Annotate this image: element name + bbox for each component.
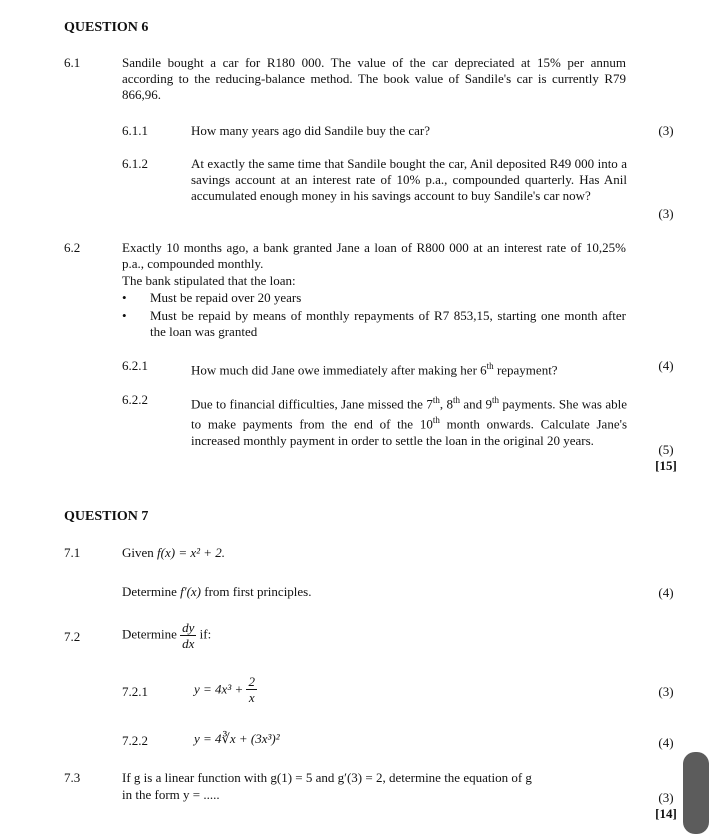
q6-2-1-marks: (4) xyxy=(658,358,674,373)
q6-2-1-number: 6.2.1 xyxy=(122,358,148,373)
q6-total-marks: [15] xyxy=(655,458,677,473)
q6-2-stipulated: The bank stipulated that the loan: xyxy=(122,273,296,288)
q7-3-line-1: If g is a linear function with g(1) = 5 and g′(3) = 2, determine the equation of g xyxy=(122,770,532,785)
q7-2-1-marks: (3) xyxy=(658,684,674,699)
q6-2-number: 6.2 xyxy=(64,240,81,255)
q7-total-marks: [14] xyxy=(655,806,677,821)
two-over-x-fraction: $\frac{2}{x}$ xyxy=(248,674,255,705)
q7-2-number: 7.2 xyxy=(64,629,81,644)
scrollbar-thumb[interactable] xyxy=(683,752,709,834)
q6-2-2-number: 6.2.2 xyxy=(122,392,148,407)
q6-1-1-number: 6.1.1 xyxy=(122,123,148,138)
q6-1-text: Sandile bought a car for R180 000. The value of the car depreciated at 15% per annum according to the reducing-balance method. The book value of Sandile's car is currently R79 866,96. xyxy=(122,55,626,102)
q7-1-number: 7.1 xyxy=(64,545,81,560)
q7-2-2-number: 7.2.2 xyxy=(122,733,148,748)
q6-2-bullet-1: Must be repaid over 20 years xyxy=(150,290,302,305)
dy-dx-fraction: $\frac{dy}{dx}$ xyxy=(182,620,195,651)
q7-1-determine: Determine f′(x) from first principles. xyxy=(122,584,312,599)
q6-2-bullet-2: Must be repaid by means of monthly repayments of R7 853,15, starting one month after the loan was granted xyxy=(150,308,626,339)
q6-1-1-text: How many years ago did Sandile buy the car? xyxy=(191,123,430,138)
q6-2-2-marks: (5) xyxy=(658,442,674,457)
q6-1-2-text: At exactly the same time that Sandile bought the car, Anil deposited R49 000 into a savings account at an interest rate of 10% p.a., compounded quarterly. Has Anil accumulated enough money in his savings account to buy Sandile's car now? xyxy=(191,156,627,203)
q6-2-text: Exactly 10 months ago, a bank granted Jane a loan of R800 000 at an interest rate of 10,25% p.a., compounded monthly. xyxy=(122,240,626,271)
q6-2-1-text: How much did Jane owe immediately after making her 6th repayment? xyxy=(191,361,558,378)
q6-1-2-marks: (3) xyxy=(658,206,674,221)
question-7-title: QUESTION 7 xyxy=(64,509,149,524)
q7-1-marks: (4) xyxy=(658,585,674,600)
q7-3-number: 7.3 xyxy=(64,770,81,785)
q7-2-determine: Determine $\frac{dy}{dx}$ if: xyxy=(122,620,212,651)
q7-2-2-equation: y = 4∛x + (3x³)² xyxy=(194,731,280,746)
q7-2-1-equation: y = 4x³ + $\frac{2}{x}$ xyxy=(194,674,255,705)
q7-1-given: Given f(x) = x² + 2. xyxy=(122,545,226,560)
bullet-icon: • xyxy=(122,308,127,323)
q7-3-line-2: in the form y = ..... xyxy=(122,787,220,802)
bullet-icon: • xyxy=(122,290,127,305)
question-6-title: QUESTION 6 xyxy=(64,20,149,35)
q6-1-2-number: 6.1.2 xyxy=(122,156,148,171)
q6-1-1-marks: (3) xyxy=(658,123,674,138)
q7-3-marks: (3) xyxy=(658,790,674,805)
q7-2-2-marks: (4) xyxy=(658,735,674,750)
q7-2-1-number: 7.2.1 xyxy=(122,684,148,699)
q6-1-number: 6.1 xyxy=(64,55,81,70)
q6-2-2-text: Due to financial difficulties, Jane missed the 7th, 8th and 9th payments. She was able to make payments from the end of the 10th month onwards. Calculate Jane's increased monthly payment in order to settle the loan in the original 20 years. xyxy=(191,395,628,448)
